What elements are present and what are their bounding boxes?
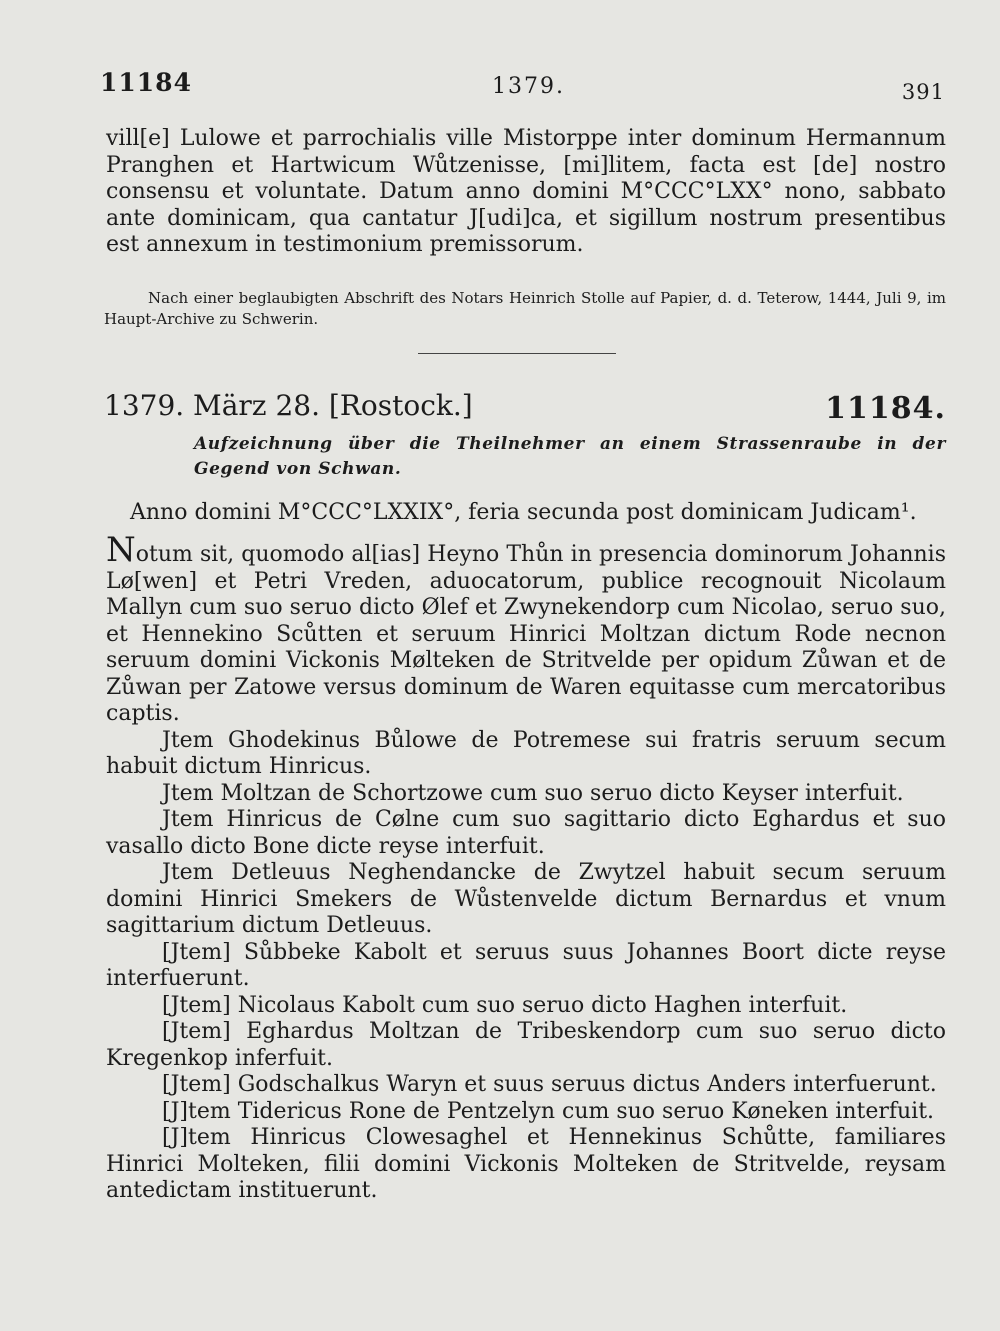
running-header: [100, 68, 945, 104]
paragraph: [Jtem] Godschalkus Waryn et suus seruus dictus Anders interfuerunt.: [162, 1072, 937, 1097]
paragraph: Jtem Hinricus de Cølne cum suo sagittario dicto Eghardus et suo vasallo dicto Bone dicte reyse interfuit.: [106, 807, 946, 859]
drop-initial: N: [106, 530, 136, 570]
continued-text: vill[e] Lulowe et parrochialis ville Mistorppe inter dominum Hermannum Pranghen et Hartwicum Wůtzenisse, [mi]litem, facta est [de] nostro consensu et voluntate. Datum anno domini M°CCC°LXX° nono, sabbato ante dominicam, qua cantatur J[udi]ca, et sigillum nostrum presentibus est annexum in testimonium premissorum.: [106, 126, 946, 257]
source-note: Nach einer beglaubigten Abschrift des Notars Heinrich Stolle auf Papier, d. d. Teterow, 1444, Juli 9, im Haupt-Archive zu Schwerin.: [104, 289, 946, 328]
entry-heading: [104, 385, 946, 425]
entry-body: [106, 530, 946, 1205]
paragraph: [J]tem Tidericus Rone de Pentzelyn cum suo seruo Køneken interfuit.: [162, 1098, 935, 1124]
paragraph: Jtem Moltzan de Schortzowe cum suo seruo dicto Keyser interfuit.: [162, 780, 904, 806]
paragraph: [Jtem] Nicolaus Kabolt cum suo seruo dicto Haghen interfuit.: [162, 992, 848, 1018]
paragraph: [Jtem] Sůbbeke Kabolt et seruus suus Johannes Boort dicte reyse interfuerunt.: [106, 939, 946, 991]
entry-number: 11184.: [825, 391, 946, 426]
section-divider: [418, 353, 616, 354]
header-year: 1379.: [492, 74, 565, 99]
paragraph: Jtem Detleuus Neghendancke de Zwytzel habuit secum seruum domini Hinrici Smekers de Wůstenvelde dictum Bernardus et vnum sagittarium dictum Detleuus.: [106, 860, 946, 938]
entry-summary: Aufzeichnung über die Theilnehmer an einem Strassenraube in der Gegend von Schwan.: [194, 434, 946, 479]
paragraph: Jtem Ghodekinus Bůlowe de Potremese sui fratris seruum secum habuit dictum Hinricus.: [106, 727, 946, 779]
entry-dateline: Anno domini M°CCC°LXXIX°, feria secunda post dominicam Judicam¹.: [130, 500, 917, 525]
header-entry-number: 11184: [100, 68, 192, 97]
paragraph: [Jtem] Eghardus Moltzan de Tribeskendorp cum suo seruo dicto Kregenkop inferfuit.: [106, 1019, 946, 1071]
paragraph: [J]tem Hinricus Clowesaghel et Hennekinus Schůtte, familiares Hinrici Molteken, filii domini Vickonis Molteken de Stritvelde, reysam antedictam instituerunt.: [106, 1125, 946, 1203]
first-paragraph: [106, 530, 946, 728]
entry-date: 1379. März 28. [Rostock.]: [104, 389, 473, 422]
first-paragraph-text: otum sit, quomodo al[ias] Heyno Thůn in presencia dominorum Johannis Lø[wen] et Petri Vreden, aduocatorum, publice recognouit Nicolaum Mallyn cum suo seruo dicto Ølef et Zwynekendorp cum Nicolao, seruo suo, et Hennekino Scůtten et seruum Hinrici Moltzan dictum Rode necnon seruum domini Vickonis Mølteken de Stritvelde per opidum Zůwan et de Zůwan per Zatowe versus dominum de Waren equitasse cum mercatoribus captis.: [106, 542, 946, 726]
page-number: 391: [901, 80, 945, 104]
